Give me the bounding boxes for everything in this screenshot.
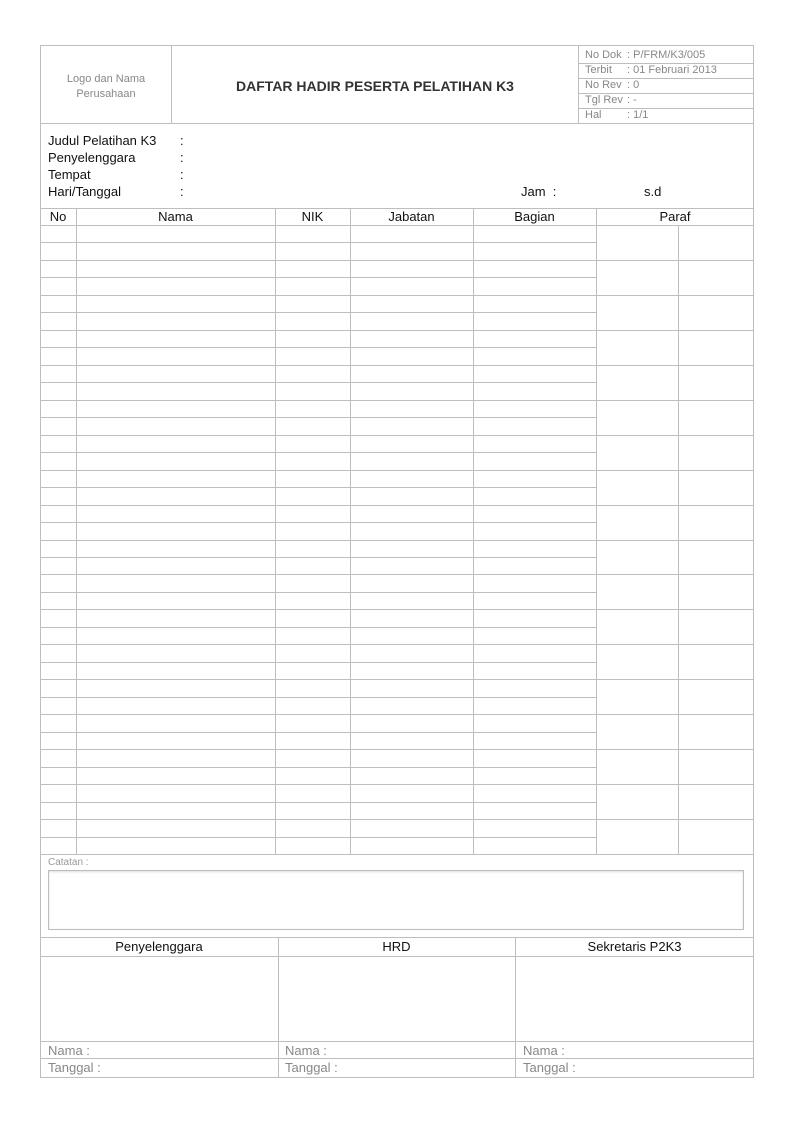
- meta-value: : P/FRM/K3/005: [627, 49, 706, 61]
- signature-header-hrd: HRD: [382, 939, 411, 954]
- tanggal-label-sekretaris: Tanggal :: [523, 1060, 576, 1075]
- table-row-line: [40, 714, 754, 715]
- table-row-line: [40, 522, 596, 523]
- table-row-line: [40, 627, 596, 628]
- signature-divider-2: [515, 937, 516, 1078]
- table-row-line: [40, 365, 754, 366]
- table-row-line: [40, 435, 754, 436]
- table-row-line: [40, 242, 596, 243]
- col-header-nik: NIK: [301, 209, 324, 224]
- form-title: DAFTAR HADIR PESERTA PELATIHAN K3: [236, 78, 514, 94]
- table-row-line: [40, 400, 754, 401]
- col-divider-bagian: [596, 208, 597, 854]
- table-row-line: [40, 487, 596, 488]
- table-row-line: [40, 347, 596, 348]
- col-header-bagian: Bagian: [514, 209, 555, 224]
- meta-hal: [585, 109, 648, 121]
- table-row-line: [40, 277, 596, 278]
- col-header-jabatan: Jabatan: [388, 209, 435, 224]
- table-row-line: [40, 819, 754, 820]
- table-row-line: [40, 417, 596, 418]
- meta-no-rev: [585, 79, 639, 91]
- table-row-line: [40, 749, 754, 750]
- tanggal-label-hrd: Tanggal :: [285, 1060, 338, 1075]
- catatan-label: Catatan :: [48, 857, 89, 868]
- meta-terbit: [585, 64, 717, 76]
- signature-header-sekretaris: Sekretaris P2K3: [587, 939, 682, 954]
- tempat-label: Tempat: [48, 167, 91, 182]
- table-row-line: [40, 295, 754, 296]
- table-row-line: [40, 330, 754, 331]
- table-row-line: [40, 679, 754, 680]
- signature-date-line: [40, 1058, 754, 1059]
- header-bottom-line: [40, 123, 754, 124]
- tempat-colon: :: [180, 167, 184, 182]
- table-row-line: [40, 540, 754, 541]
- signature-top-line: [40, 937, 754, 938]
- col-divider-jabatan: [473, 208, 474, 854]
- table-row-line: [40, 557, 596, 558]
- table-row-line: [40, 732, 596, 733]
- table-row-line: [40, 784, 754, 785]
- table-row-line: [40, 592, 596, 593]
- judul-pelatihan-label: Judul Pelatihan K3: [48, 133, 157, 148]
- table-row-line: [40, 505, 754, 506]
- hari-tanggal-label: Hari/Tanggal: [48, 184, 121, 199]
- table-row-line: [40, 802, 596, 803]
- signature-divider-1: [278, 937, 279, 1078]
- meta-no-dok: [585, 49, 705, 61]
- table-row-line: [40, 382, 596, 383]
- signature-header-line: [40, 956, 754, 957]
- col-divider-nama: [275, 208, 276, 854]
- table-row-line: [40, 662, 596, 663]
- meta-label: Terbit: [585, 64, 612, 76]
- meta-label: Hal: [585, 109, 602, 121]
- table-row-line: [40, 609, 754, 610]
- sd-label: s.d: [644, 184, 662, 199]
- nama-label-hrd: Nama :: [285, 1043, 327, 1058]
- judul-colon: :: [180, 133, 184, 148]
- table-row-line: [40, 470, 754, 471]
- tanggal-label-penyelenggara: Tanggal :: [48, 1060, 101, 1075]
- table-row-line: [40, 312, 596, 313]
- table-row-line: [40, 644, 754, 645]
- hari-colon: :: [180, 184, 184, 199]
- penyelenggara-colon: :: [180, 150, 184, 165]
- table-bottom-line: [40, 854, 754, 855]
- table-row-line: [40, 452, 596, 453]
- signature-name-line: [40, 1041, 754, 1042]
- meta-value: : 1/1: [627, 109, 649, 121]
- col-divider-nik: [350, 208, 351, 854]
- table-row-line: [40, 837, 596, 838]
- jam-label: Jam :: [521, 184, 557, 199]
- signature-header-penyelenggara: Penyelenggara: [115, 939, 203, 954]
- col-divider-no: [76, 208, 77, 854]
- meta-label: No Rev: [585, 79, 622, 91]
- table-row-line: [40, 697, 596, 698]
- table-row-line: [40, 260, 754, 261]
- penyelenggara-label: Penyelenggara: [48, 150, 136, 165]
- catatan-box[interactable]: [48, 870, 744, 930]
- header-divider-meta: [578, 45, 579, 123]
- meta-value: : -: [627, 94, 637, 106]
- col-header-nama: Nama: [158, 209, 193, 224]
- company-logo-placeholder: Logo dan Nama Perusahaan: [66, 73, 146, 100]
- col-header-no: No: [49, 209, 67, 224]
- meta-label: Tgl Rev: [585, 94, 623, 106]
- meta-label: No Dok: [585, 49, 622, 61]
- meta-value: : 01 Februari 2013: [627, 64, 717, 76]
- nama-label-penyelenggara: Nama :: [48, 1043, 90, 1058]
- meta-value: : 0: [627, 79, 640, 91]
- table-header-line: [40, 225, 754, 226]
- table-row-line: [40, 767, 596, 768]
- nama-label-sekretaris: Nama :: [523, 1043, 565, 1058]
- table-row-line: [40, 574, 754, 575]
- meta-tgl-rev: [585, 94, 637, 106]
- col-header-paraf: Paraf: [659, 209, 691, 224]
